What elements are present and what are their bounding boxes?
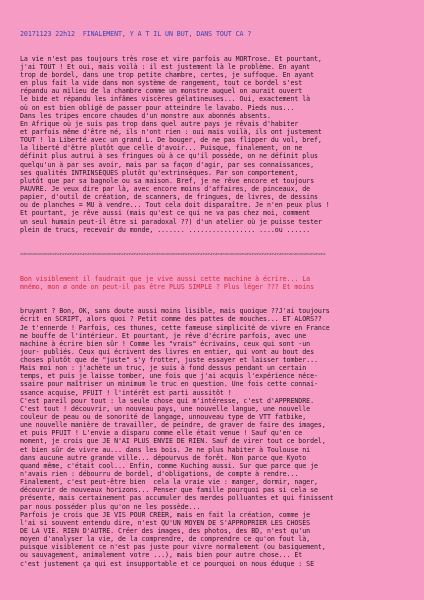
text-line: puisque visiblement ce n'est pas juste pour vivre normalement (ou basiquement,: [20, 543, 326, 552]
text-line: jour- publiés. Ceux qui écrivent des livres en entier, qui vont au bout des: [20, 347, 314, 356]
scan-noise-line: ∾∾∾∾∾∾∾∾∾∾∾∾∾∾∾∾∾∾∾∾∾∾∾∾∾∾∾∾∾∾∾∾∾∾∾∾∾∾∾∾∾∾∾∾∾∾∾∾∾∾∾∾∾∾∾∾∾∾∾∾∾∾: [20, 250, 326, 259]
text-line: C'est tout ! découvrir, un nouveau pays, une nouvelle langue, une nouvelle: [20, 404, 311, 413]
text-line: dans aucune autre grande ville... dépourvus de forêt. Non parce que Kyoto: [20, 453, 307, 462]
text-line: et parfois même d'être né, ils n'ont rien : oui mais voilà, ils ont justement: [20, 128, 322, 137]
text-line: DE LA VIE. RIEN D'AUTRE. Créer des images, des photos, des BD, n'est qu'un: [20, 527, 311, 536]
page-text: [20, 14, 412, 584]
text-line: ssaire pour maîtriser un minimum le truc en question. Une fois cette connai-: [20, 380, 318, 389]
paragraph-part-1: [20, 55, 412, 234]
red-ink-lines: [20, 275, 412, 291]
text-line: temps, et puis je laisse tomber, une fois que j'ai acquis l'expérience néce-: [20, 372, 318, 381]
text-line: En Afrique où je suis pas trop dans quel autre pays je rêvais d'habiter: [20, 119, 299, 128]
text-line: c'est justement ça qui est insupportable et ce pourquoi on nous éduque : SE: [20, 559, 314, 568]
paragraph-part-2: [20, 307, 412, 568]
text-line: où on est bien obligé de passer pour atteindre le lavabo. Pieds nus...: [20, 103, 295, 112]
text-line: TOUT ! la Liberté avec un grand L. De bouger, de ne pas flipper du vol, bref,: [20, 136, 322, 145]
text-line: en plus fait la vide dans mon système de rangement, tout ce bordel s'est: [20, 79, 303, 88]
text-line: mnémo, mon ø onde on peut-il pas être PLUS SIMPLE ? Plus léger ??? Et moins: [20, 282, 314, 291]
text-line: répandu au milieu de la chambre comme un monstre auquel on aurait ouvert: [20, 87, 303, 96]
text-line: moment, je crois que JE N'AI PLUS ENVIE DE RIEN. Sauf de virer tout ce bordel,: [20, 437, 326, 446]
entry-date: 20171123 22h12: [20, 30, 75, 39]
text-line: bruyant ? Bon, OK, sans doute aussi moins lisible, mais quoique ??J'ai toujours: [20, 307, 330, 316]
text-line: Parfois je crois que JE VIS POUR CRÉER, mais en fait la création, comme je: [20, 510, 311, 519]
text-line: ou de planches = MU à vendre... Tout cela doit disparaître. Je n'en peux plus !: [20, 201, 330, 210]
text-line: Bon visiblement il faudrait que je vive aussi cette machine à écrire... La: [20, 274, 311, 283]
text-line: La vie n'est pas toujours très rose et vire parfois au MORTrose. Et pourtant,: [20, 54, 322, 63]
text-line: papier, d'outil de création, de scanners, de fringues, de livres, de dessins: [20, 193, 318, 202]
text-line: écrit en SCRIPT, alors quoi ? Petit comme des pattes de mouches... ET ALORS??: [20, 315, 322, 324]
text-line: Dans les tripes encore chaudes d'un monstre aux abonnés absents.: [20, 111, 271, 120]
text-line: ou sauvagement, animalement votre ...), mais bien pour autre chose... Et: [20, 551, 303, 560]
text-line: C'est pareil pour tout : la seule chose qui m'intéresse, c'est d'APPRENDRE.: [20, 396, 314, 405]
text-line: Je t'ennerde ! Parfois, ces thunes, cette fameuse simplicité de vivre en France: [20, 323, 330, 332]
text-line: présente, mais certainement pas accumuler des merdes polluantes et qui finissent: [20, 494, 334, 503]
text-line: l'ai si souvent entendu dire, n'est QU'UN MOYEN DE S'APPROPRIER LES CHOSES: [20, 518, 311, 527]
text-line: découvrir de nouveaux horizons... Penser que famille pourquoi pas si cela se: [20, 486, 318, 495]
text-line: ssance acquise, PFUIT ! l'intérêt est parti aussitôt !: [20, 388, 232, 397]
text-line: choses plutôt que de "juste" s'y frotter, juste essayer et laisser tomber...: [20, 356, 318, 365]
header-line: [20, 30, 412, 38]
text-line: couleur de peau ou de sonorité de langage, unnouveau type de VTT fatbike,: [20, 413, 307, 422]
text-line: et bien sûr de vivre au... dans les bois. Je ne plus habiter à Toulouse ni: [20, 445, 311, 454]
text-line: quand même, c'était cool... Enfin, comme Kuching aussi. Sur que parce que je: [20, 461, 318, 470]
text-line: me bouffe de l'intérieur. Et pourtant, je rêve d'écrire parfois, avec une: [20, 331, 307, 340]
text-line: n'avais rien : débourru de bordel, d'obligations, de compte à rendre...: [20, 470, 299, 479]
text-line: trop de bordel, dans une trop petite chambre, certes, je suffoque. En ayant: [20, 71, 314, 80]
text-line: moyen d'analyser la vie, de la comprendre, de comprendre ce qu'on fout là,: [20, 535, 311, 544]
text-line: et puis PFUIT ! L'envie a disparu comme elle était venue ! Sauf qu'en ce: [20, 429, 303, 438]
text-line: un seul humain peut-il être si paradoxal ??) d'un atelier où je puisse tester: [20, 217, 322, 226]
text-line: la liberté d'être plutôt que celle d'avoir... Puisque, finalement, on ne: [20, 144, 303, 153]
text-line: définit plus autrui à ses fringues où à ce qu'il possède, on ne définit plus: [20, 152, 318, 161]
text-line: une nouvelle manière de travailler, de peindre, de graver de faire des images,: [20, 421, 326, 430]
text-line: PAUVRE. Je veux dire par là, avec encore moins d'affaires, de pinceaux, de: [20, 185, 311, 194]
text-line: Mais moi non : j'achète un truc, je suis à fond dessus pendant un certain: [20, 364, 307, 373]
text-line: Et pourtant, je rêve aussi (mais qu'est ce qui ne va pas chez moi, comment: [20, 209, 311, 218]
text-line: ses qualités INTRINSÈQUES plutôt qu'extrinsèques. Par son comportement,: [20, 168, 299, 177]
text-line: Finalement, c'est peut-être bien cela la vraie vie : manger, dormir, nager,: [20, 478, 318, 487]
text-line: plutôt que par sa bagnole ou sa maison. Bref, je ne rêve encore et toujours: [20, 176, 314, 185]
text-line: machine à écrire bien sûr ! Comme les "vrais" écrivains, ceux qui sont -un: [20, 339, 311, 348]
text-line: j'ai TOUT ! Et oui, mais voilà : il est justement là le problème. En ayant: [20, 62, 311, 71]
text-line: par nous posséder plus qu'on ne les possède...: [20, 502, 201, 511]
text-line: le bide et répandu les infâmes viscères gélatineuses... Oui, exactement là: [20, 95, 311, 104]
text-line: plein de trucs, recevoir du monde, ....... ................. ....ou ......: [20, 225, 311, 234]
text-line: quelqu'un à par ses avoir, mais par sa façon d'agir, par ses connaissances,: [20, 160, 314, 169]
entry-title: FINALEMENT, Y A T IL UN BUT, DANS TOUT CA ?: [82, 30, 252, 39]
